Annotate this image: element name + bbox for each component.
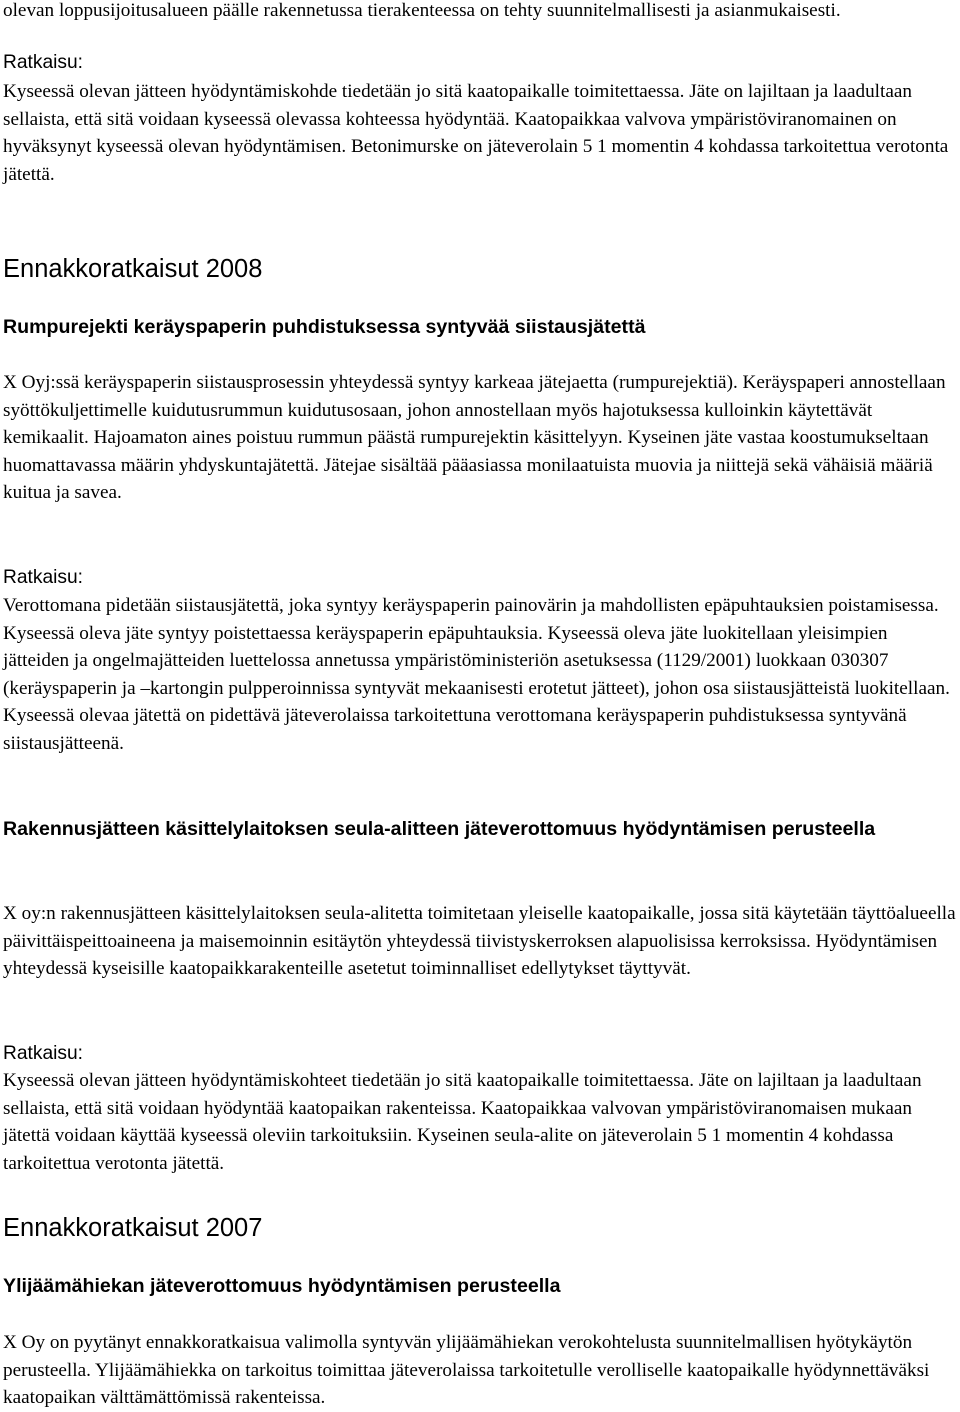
case-body-rumpurejekti: X Oyj:ssä keräyspaperin siistausprosessin yhteydessä syntyy karkeaa jätejaetta (rumpurejektiä). Keräyspaperi annostellaan syöttökuljettimelle kuidutusrummun kuidutusosaan, johon annostellaan myös hajotuksessa kulloinkin käytettävät kemikaalit. Hajoamaton aines poistuu rummun päästä rumpurejektin käsittelyyn. Kyseinen jäte vastaa koostumukseltaan huomattavassa määrin yhdyskuntajätettä. Jätejae sisältää pääasiassa monilaatuista muovia ja niittejä sekä vähäisiä määriä kuitua ja savea.: [3, 372, 946, 504]
case-title-ylijaamahiekka: Ylijäämähiekan jäteverottomuus hyödyntämisen perusteella: [3, 1275, 561, 1297]
solution-paragraph: Verottomana pidetään siistausjätettä, joka syntyy keräyspaperin painovärin ja mahdollisten epäpuhtauksien poistamisessa. Kyseessä oleva jäte syntyy poistettaessa keräyspaperin epäpuhtauksia. Kyseessä oleva jäte luokitellaan yleisimpien jätteiden ja ongelmajätteiden luettelossa annetussa ympäristöministeriön asetuksessa (1129/2001) luokkaan 030307 (keräyspaperin ja –kartongin pulpperoinnissa syntyvät mekaanisesti erotetut jätteet), johon osa siistausjätteistä luokitellaan. Kyseessä olevaa jätettä on pidettävä jäteverolaissa tarkoitettuna verottomana keräyspaperin puhdistuksessa syntyvänä siistausjätteenä.: [3, 595, 950, 754]
solution-label: Ratkaisu:: [3, 567, 83, 588]
solution-paragraph: Kyseessä olevan jätteen hyödyntämiskohde tiedetään jo sitä kaatopaikalle toimitettaessa. Jäte on lajiltaan ja laadultaan sellaista, että sitä voidaan kyseessä olevassa kohteessa hyödyntää. Kaatopaikkaa valvova ympäristöviranomainen on hyväksynyt kyseessä olevan hyödyntämisen. Betonimurske on jäteverolain 5 1 momentin 4 kohdassa tarkoitettua verotonta jätettä.: [3, 81, 949, 185]
section-heading-2007: Ennakkoratkaisut 2007: [3, 1214, 263, 1242]
case-body-ylijaamahiekka: X Oy on pyytänyt ennakkoratkaisua valimolla syntyvän ylijäämähiekan verokohtelusta suunnitelmallisen hyötykäytön perusteella. Ylijäämähiekka on tarkoitus toimittaa jäteverolaissa tarkoitetulle verolliselle kaatopaikalle hyödynnettäväksi kaatopaikan välttämättömissä rakenteissa.: [3, 1332, 930, 1409]
case-title-rumpurejekti: Rumpurejekti keräyspaperin puhdistuksessa syntyvää siistausjätettä: [3, 316, 646, 338]
intro-continuation-paragraph: olevan loppusijoitusalueen päälle rakennetussa tierakenteessa on tehty suunnitelmallisesti ja asianmukaisesti.: [3, 0, 841, 21]
case-title-seula-alite: Rakennusjätteen käsittelylaitoksen seula-alitteen jäteverottomuus hyödyntämisen perusteella: [3, 818, 876, 840]
case-body-seula-alite: X oy:n rakennusjätteen käsittelylaitoksen seula-alitetta toimitetaan yleiselle kaatopaikalle, jossa sitä käytetään täyttöalueella päivittäispeittoaineena ja maisemoinnin esitäytön yhteydessä tiivistyskerroksen alapuolisissa kerroksissa. Hyödyntämisen yhteydessä kyseisille kaatopaikkarakenteille asetetut toiminnalliset edellytykset täyttyvät.: [3, 903, 956, 980]
section-heading-2008: Ennakkoratkaisut 2008: [3, 255, 263, 283]
solution-label: Ratkaisu:: [3, 1043, 83, 1064]
solution-label: Ratkaisu:: [3, 52, 83, 73]
solution-paragraph: Kyseessä olevan jätteen hyödyntämiskohteet tiedetään jo sitä kaatopaikalle toimitettaessa. Jäte on lajiltaan ja laadultaan sellaista, että sitä voidaan hyödyntää kaatopaikan rakenteissa. Kaatopaikkaa valvovan ympäristöviranomaisen mukaan jätettä voidaan käyttää kyseessä oleviin tarkoituksiin. Kyseinen seula-alite on jäteverolain 5 1 momentin 4 kohdassa tarkoitettua verotonta jätettä.: [3, 1070, 922, 1174]
